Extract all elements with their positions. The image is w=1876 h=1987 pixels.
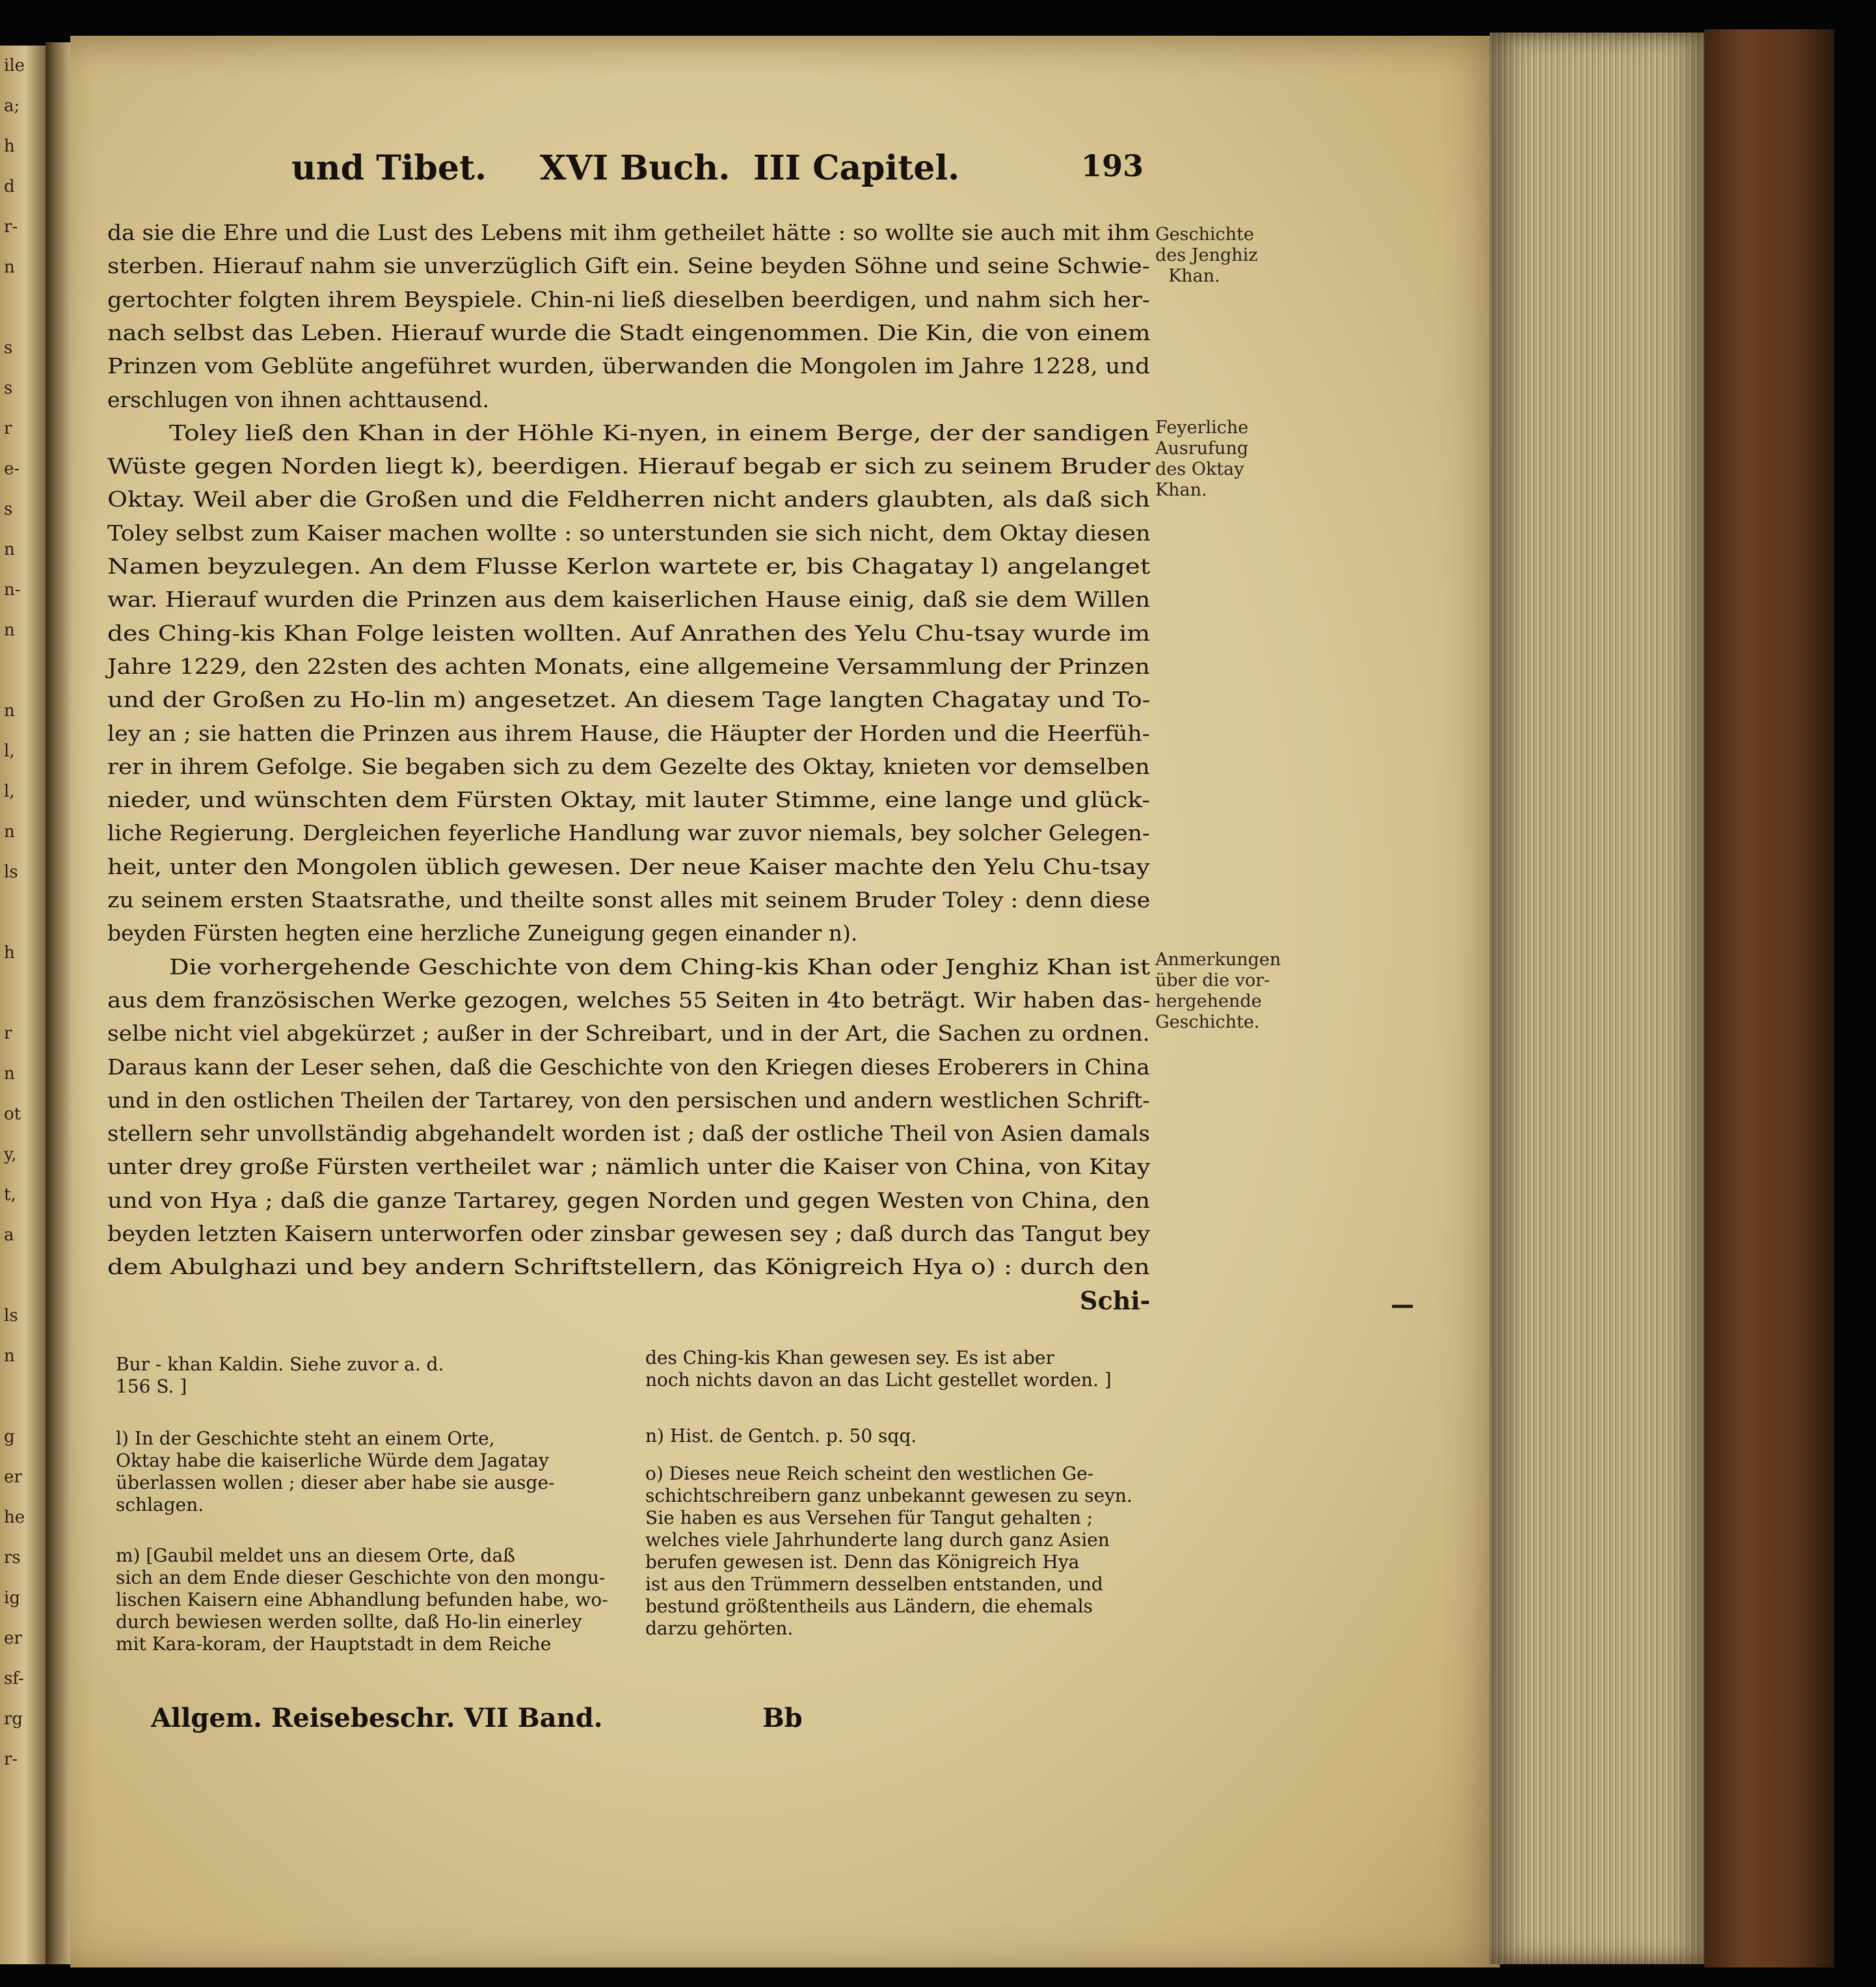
footnote-line: lischen Kaisern eine Abhandlung befunden habe, wo- (116, 1589, 608, 1610)
margin-note-line: Khan. (1168, 266, 1220, 286)
left-page-fragment: n (4, 540, 15, 559)
running-head-left: und Tibet. (291, 148, 487, 188)
body-line: und von Hya ; daß die ganze Tartarey, gegen Norden und gegen Westen von China, den (107, 1187, 1150, 1213)
left-page-fragment (0, 1376, 46, 1417)
left-page-fragment: n (4, 822, 15, 842)
body-line: beyden letzten Kaisern unterworfen oder zinsbar gewesen sey ; daß durch das Tangut bey (107, 1221, 1150, 1246)
left-page-fragment: r (4, 419, 12, 438)
body-line: Jahre 1229, den 22sten des achten Monats, eine allgemeine Versammlung der Prinzen (107, 653, 1150, 679)
left-page-fragment: r (4, 1024, 12, 1043)
footnote-line: n) Hist. de Gentch. p. 50 sqq. (645, 1425, 917, 1447)
footnote-line: o) Dieses neue Reich scheint den westlichen Ge- (645, 1463, 1094, 1484)
margin-note-line: Anmerkungen (1155, 950, 1281, 970)
margin-note-line: Geschichte. (1155, 1012, 1260, 1032)
footnote-line: Sie haben es aus Versehen für Tangut gehalten ; (645, 1507, 1093, 1528)
footnote-line: Oktay habe die kaiserliche Würde dem Jagatay (116, 1450, 549, 1471)
body-line: aus dem französischen Werke gezogen, welches 55 Seiten in 4to beträgt. Wir haben das- (107, 987, 1151, 1013)
footnote-line: bestund größtentheils aus Ländern, die ehemals (645, 1595, 1093, 1617)
margin-note-line: des Jenghiz (1155, 245, 1258, 265)
body-line: nach selbst das Leben. Hierauf wurde die Stadt eingenommen. Die Kin, die von einem (107, 319, 1151, 345)
body-line: beyden Fürsten hegten eine herzliche Zuneigung gegen einander n). (107, 920, 858, 946)
footnote-line: darzu gehörten. (645, 1618, 794, 1639)
left-page-fragments (0, 46, 46, 1964)
left-page-fragment: y, (4, 1145, 17, 1164)
sheet-mark: Bb (762, 1703, 803, 1733)
left-page-fragment: ot (4, 1104, 21, 1124)
footnote-line: welches viele Jahrhunderte lang durch ganz Asien (645, 1529, 1110, 1551)
margin-note-line: hergehende (1155, 991, 1262, 1011)
body-line: Oktay. Weil aber die Großen und die Feldherren nicht anders glaubten, als daß sich (107, 487, 1150, 513)
left-page-fragment: d (4, 177, 15, 196)
left-page-fragment: s (4, 338, 13, 358)
left-page-fragment: l, (4, 782, 15, 801)
left-page-fragment: er (4, 1629, 22, 1648)
body-line: sterben. Hierauf nahm sie unverzüglich Gift ein. Seine beyden Söhne und seine Schwie- (107, 253, 1150, 279)
left-page-fragment: a; (4, 96, 20, 116)
body-line: erschlugen von ihnen achttausend. (107, 386, 489, 412)
running-head-chapter: III Capitel. (753, 148, 960, 188)
left-page-fragment: n (4, 258, 15, 277)
margin-note-line: Feyerliche (1155, 418, 1249, 438)
left-page-fragment: r- (4, 1750, 18, 1769)
left-page-fragment: s (4, 500, 13, 519)
left-page-fragment (0, 973, 46, 1013)
footnote-line: durch bewiesen werden sollte, daß Ho-lin einerley (116, 1611, 582, 1633)
body-line: Prinzen vom Geblüte angeführet wurden, überwanden die Mongolen im Jahre 1228, und (107, 353, 1150, 379)
left-page-fragment: n- (4, 580, 21, 600)
signature-line: Allgem. Reisebeschr. VII Band. (151, 1703, 603, 1733)
left-page-fragment: h (4, 137, 15, 156)
body-line: Daraus kann der Leser sehen, daß die Geschichte von den Kriegen dieses Eroberers in China (107, 1054, 1150, 1080)
footnote-line: berufen gewesen ist. Denn das Königreich Hya (645, 1551, 1080, 1573)
left-page-fragment: ile (4, 56, 25, 75)
left-page-fragment (0, 287, 46, 328)
body-line: rer in ihrem Gefolge. Sie begaben sich zu dem Gezelte des Oktay, knieten vor demselben (107, 753, 1150, 779)
left-page-edge (0, 46, 46, 1964)
footnote-line: ist aus den Trümmern desselben entstanden, und (645, 1573, 1103, 1595)
left-page-fragment: er (4, 1467, 22, 1487)
body-line: ley an ; sie hatten die Prinzen aus ihrem Hause, die Häupter der Horden und die Heerfüh- (107, 720, 1150, 746)
body-line: und der Großen zu Ho-lin m) angesetzet. An diesem Tage langten Chagatay und To- (107, 687, 1151, 713)
margin-note-line: über die vor- (1155, 970, 1270, 991)
page-edges (1490, 33, 1717, 1964)
footnote-line: Bur - khan Kaldin. Siehe zuvor a. d. (116, 1354, 444, 1375)
body-line: war. Hierauf wurden die Prinzen aus dem kaiserlichen Hause einig, daß sie dem Willen (107, 587, 1151, 613)
body-line: des Ching-kis Khan Folge leisten wollten. Auf Anrathen des Yelu Chu-tsay wurde im (107, 620, 1151, 646)
left-page-fragment: n (4, 1064, 15, 1084)
body-line: Namen beyzulegen. An dem Flusse Kerlon wartete er, bis Chagatay l) angelanget (107, 553, 1151, 579)
catchword: Schi- (1080, 1286, 1151, 1315)
left-page-fragment: ig (4, 1588, 20, 1608)
margin-note-line: Ausrufung (1155, 438, 1249, 459)
body-line: Wüste gegen Norden liegt k), beerdigen. Hierauf begab er sich zu seinem Bruder (107, 453, 1151, 479)
footnote-line: sich an dem Ende dieser Geschichte von den mongu- (116, 1567, 606, 1588)
left-page-fragment: n (4, 1346, 15, 1366)
footnote-line: überlassen wollen ; dieser aber habe sie ausge- (116, 1472, 555, 1493)
footnote-line: 156 S. ] (116, 1376, 187, 1397)
left-page-fragment (0, 892, 46, 933)
left-page-fragment: e- (4, 459, 20, 479)
left-page-fragment: g (4, 1427, 15, 1447)
body-line: da sie die Ehre und die Lust des Lebens mit ihm getheilet hätte : so wollte sie auch mit ihm (107, 220, 1150, 245)
footnote-line: l) In der Geschichte steht an einem Orte, (116, 1428, 495, 1449)
body-line: zu seinem ersten Staatsrathe, und theilte sonst alles mit seinem Bruder Toley : denn diese (107, 887, 1151, 913)
body-line: Die vorhergehende Geschichte von dem Ching-kis Khan oder Jenghiz Khan ist (169, 953, 1151, 980)
left-page-fragment: sf- (4, 1669, 24, 1688)
left-page-fragment: t, (4, 1185, 16, 1205)
body-line: Toley ließ den Khan in der Höhle Ki-nyen, in einem Berge, der der sandigen (169, 420, 1150, 446)
body-line: liche Regierung. Dergleichen feyerliche Handlung war zuvor niemals, bey solcher Gelegen- (107, 820, 1150, 846)
body-line: dem Abulghazi und bey andern Schriftstellern, das Königreich Hya o) : durch den (107, 1254, 1150, 1280)
left-page-fragment: he (4, 1508, 25, 1527)
left-page-fragment: h (4, 943, 15, 963)
body-line: und in den ostlichen Theilen der Tartarey, von den persischen und andern westlichen Schrift- (107, 1087, 1150, 1113)
edge-mark (1392, 1305, 1413, 1308)
left-page-fragment (0, 650, 46, 691)
body-line: gertochter folgten ihrem Beyspiele. Chin-ni ließ dieselben beerdigen, und nahm sich her- (107, 286, 1150, 312)
footnote-line: schichtschreibern ganz unbekannt gewesen zu seyn. (645, 1485, 1132, 1506)
left-page-fragment (0, 1255, 46, 1296)
margin-note-line: des Oktay (1155, 459, 1244, 479)
body-line: unter drey große Fürsten vertheilet war ; nämlich unter die Kaiser von China, von Kitay (107, 1154, 1151, 1180)
left-page-fragment: rs (4, 1548, 21, 1567)
footnote-line: m) [Gaubil meldet uns an diesem Orte, daß (116, 1545, 515, 1566)
margin-note-line: Khan. (1155, 480, 1207, 500)
body-line: heit, unter den Mongolen üblich gewesen. Der neue Kaiser machte den Yelu Chu-tsay (107, 853, 1150, 879)
book-cover (1704, 29, 1834, 1967)
left-page-fragment: ls (4, 1306, 18, 1326)
footnote-line: mit Kara-koram, der Hauptstadt in dem Reiche (116, 1633, 552, 1655)
body-line: Toley selbst zum Kaiser machen wollte : so unterstunden sie sich nicht, dem Oktay diesen (107, 520, 1151, 546)
footnote-line: des Ching-kis Khan gewesen sey. Es ist aber (645, 1347, 1054, 1368)
running-head-book: XVI Buch. (540, 148, 730, 188)
left-page-fragment: l, (4, 741, 15, 761)
left-page-fragment: n (4, 701, 15, 721)
left-page-fragment: s (4, 379, 13, 398)
body-line: nieder, und wünschten dem Fürsten Oktay, mit lauter Stimme, eine lange und glück- (107, 787, 1151, 813)
body-line: stellern sehr unvollständig abgehandelt worden ist ; daß der ostliche Theil von Asien damals (107, 1121, 1150, 1147)
page-number: 193 (1081, 148, 1144, 183)
left-page-fragment: a (4, 1225, 14, 1245)
left-page-fragment: n (4, 620, 15, 640)
margin-note-line: Geschichte (1155, 224, 1254, 245)
book-gutter (46, 42, 72, 1964)
left-page-fragment: rg (4, 1709, 23, 1729)
left-page-fragment: ls (4, 862, 18, 882)
footnote-line: noch nichts davon an das Licht gestellet worden. ] (645, 1369, 1112, 1391)
footnote-line: schlagen. (116, 1494, 204, 1515)
left-page-fragment: r- (4, 217, 18, 237)
body-line: selbe nicht viel abgekürzet ; außer in der Schreibart, und in der Art, die Sachen zu ordnen. (107, 1020, 1150, 1047)
